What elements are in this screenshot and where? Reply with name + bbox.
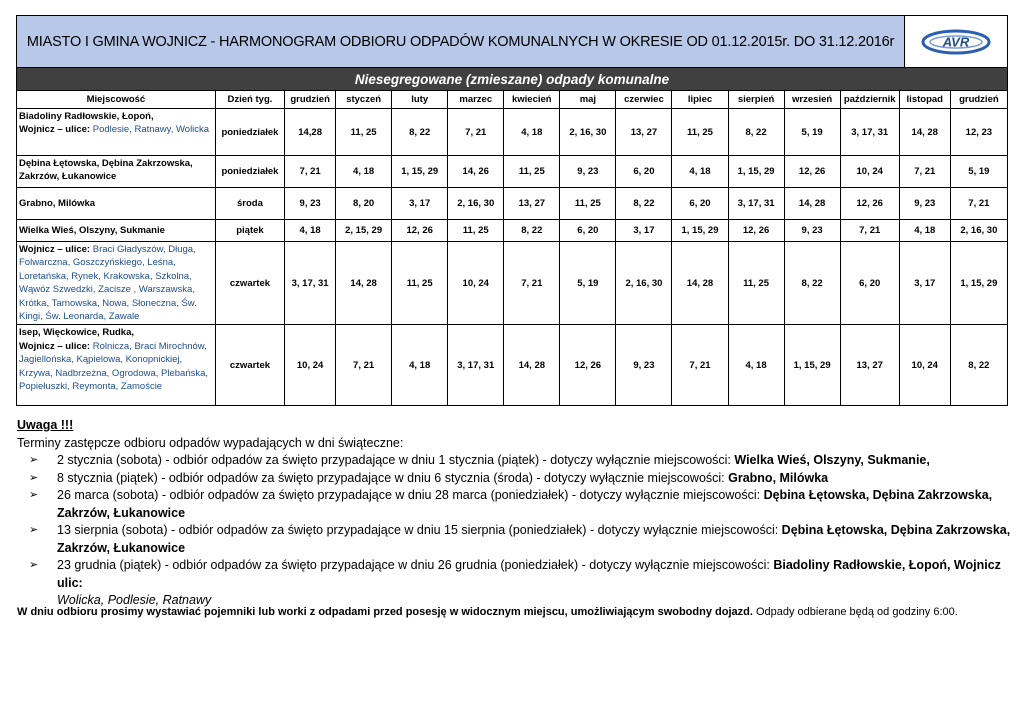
table-row	[17, 325, 1008, 406]
date-cell: 5, 19	[950, 156, 1007, 188]
date-cell: 2, 16, 30	[616, 242, 672, 325]
column-header: Miejscowość	[17, 91, 216, 109]
date-cell: 3, 17, 31	[448, 325, 504, 406]
date-cell: 5, 19	[560, 242, 616, 325]
column-header: styczeń	[336, 91, 392, 109]
date-cell: 8, 22	[392, 109, 448, 156]
date-cell: 11, 25	[392, 242, 448, 325]
column-header: luty	[392, 91, 448, 109]
column-header: sierpień	[728, 91, 784, 109]
schedule-header	[16, 15, 1008, 68]
street-list: Rolnicza, Braci Mirochnów, Jagiellońska, Kąpielowa, Konopnickiej, Krzywa, Nadbrzeżna, Ogrodowa, Plebańska, Popiełuszki, Reymonta, Zamoście	[19, 340, 209, 393]
table-row	[17, 109, 1008, 156]
location-names: Isep, Więckowice, Rudka,	[19, 327, 135, 339]
schedule-sheet	[16, 15, 1008, 406]
note-item	[17, 557, 1012, 610]
street-label: Wojnicz – ulice:	[19, 124, 91, 136]
notes-section	[17, 417, 1012, 610]
date-cell: 8, 22	[728, 109, 784, 156]
column-header: listopad	[899, 91, 950, 109]
date-cell: 11, 25	[672, 109, 728, 156]
date-cell: 11, 25	[504, 156, 560, 188]
date-cell: 12, 23	[950, 109, 1007, 156]
table-header-row	[17, 91, 1008, 109]
note-text: 23 grudnia (piątek) - odbiór odpadów za święto przypadające w dniu 26 grudnia (poniedziałek) - dotyczy wyłącznie miejscowości:	[57, 558, 774, 572]
date-cell: 3, 17, 31	[285, 242, 336, 325]
avr-logo-icon	[920, 27, 992, 57]
note-item	[17, 522, 1012, 557]
date-cell: 3, 17	[616, 220, 672, 242]
date-cell: 3, 17	[392, 188, 448, 220]
date-cell: 4, 18	[392, 325, 448, 406]
date-cell: 2, 15, 29	[336, 220, 392, 242]
date-cell: 11, 25	[448, 220, 504, 242]
note-locations: Biadoliny Radłowskie, Łopoń, Wojnicz ulic:	[57, 558, 1001, 590]
note-locations: Dębina Łętowska, Dębina Zakrzowska, Zakrzów, Łukanowice	[57, 523, 1011, 555]
location-names: Dębina Łętowska, Dębina Zakrzowska, Zakrzów, Łukanowice	[19, 158, 193, 183]
date-cell: 6, 20	[840, 242, 899, 325]
date-cell: 13, 27	[504, 188, 560, 220]
table-row	[17, 156, 1008, 188]
date-cell: 4, 18	[728, 325, 784, 406]
date-cell: 14, 28	[899, 109, 950, 156]
date-cell: 12, 26	[392, 220, 448, 242]
arrow-bullet-icon: ➢	[29, 524, 39, 536]
date-cell: 11, 25	[336, 109, 392, 156]
note-text: 8 stycznia (piątek) - odbiór odpadów za święto przypadające w dniu 6 stycznia (środa) - dotyczy wyłącznie miejscowości:	[57, 470, 729, 485]
warning-heading: Uwaga !!!	[17, 418, 74, 432]
location-cell	[17, 242, 216, 325]
date-cell: 7, 21	[504, 242, 560, 325]
date-cell: 1, 15, 29	[784, 325, 840, 406]
date-cell: 4, 18	[285, 220, 336, 242]
notes-list	[17, 452, 1012, 610]
date-cell: 7, 21	[950, 188, 1007, 220]
date-cell: 7, 21	[448, 109, 504, 156]
date-cell: 12, 26	[784, 156, 840, 188]
weekday-cell: poniedziałek	[215, 109, 284, 156]
note-item	[17, 487, 1012, 522]
date-cell: 2, 16, 30	[950, 220, 1007, 242]
date-cell: 13, 27	[616, 109, 672, 156]
table-subheader: Niesegregowane (zmieszane) odpady komunalne	[16, 68, 1008, 90]
note-text: 13 sierpnia (sobota) - odbiór odpadów za święto przypadające w dniu 15 sierpnia (poniedziałek) - dotyczy wyłącznie miejscowości:	[57, 523, 782, 537]
location-cell	[17, 325, 216, 406]
location-cell	[17, 220, 216, 242]
table-row	[17, 242, 1008, 325]
location-cell	[17, 109, 216, 156]
date-cell: 4, 18	[672, 156, 728, 188]
date-cell: 2, 16, 30	[560, 109, 616, 156]
weekday-cell: czwartek	[215, 242, 284, 325]
footer-note	[17, 606, 958, 618]
date-cell: 14,28	[285, 109, 336, 156]
note-streets: Wolicka, Podlesie, Ratnawy	[57, 593, 212, 607]
location-names: Biadoliny Radłowskie, Łopoń,	[19, 111, 154, 122]
note-locations: Dębina Łętowska, Dębina Zakrzowska, Zakrzów, Łukanowice	[57, 488, 993, 520]
note-item	[17, 452, 1012, 470]
date-cell: 14, 26	[448, 156, 504, 188]
date-cell: 6, 20	[672, 188, 728, 220]
date-cell: 8, 22	[784, 242, 840, 325]
date-cell: 12, 26	[560, 325, 616, 406]
date-cell: 13, 27	[840, 325, 899, 406]
note-text: 2 stycznia (sobota) - odbiór odpadów za święto przypadające w dniu 1 stycznia (piątek) - dotyczy wyłącznie miejscowości:	[57, 453, 735, 467]
note-locations: Grabno, Milówka	[728, 470, 829, 485]
date-cell: 7, 21	[672, 325, 728, 406]
date-cell: 14, 28	[672, 242, 728, 325]
street-label: Wojnicz – ulice:	[19, 244, 91, 255]
column-header: grudzień	[285, 91, 336, 109]
location-names: Wielka Wieś, Olszyny, Sukmanie	[19, 224, 165, 236]
date-cell: 11, 25	[728, 242, 784, 325]
column-header: lipiec	[672, 91, 728, 109]
date-cell: 12, 26	[840, 188, 899, 220]
arrow-bullet-icon: ➢	[29, 471, 39, 484]
column-header: czerwiec	[616, 91, 672, 109]
arrow-bullet-icon: ➢	[29, 454, 39, 466]
footer-bold-text: W dniu odbioru prosimy wystawiać pojemniki lub worki z odpadami przed posesję w widocznym miejscu, umożliwiającym swobodny dojazd.	[17, 606, 753, 618]
date-cell: 14, 28	[336, 242, 392, 325]
date-cell: 10, 24	[840, 156, 899, 188]
column-header: październik	[840, 91, 899, 109]
date-cell: 1, 15, 29	[728, 156, 784, 188]
weekday-cell: środa	[215, 188, 284, 220]
column-header: marzec	[448, 91, 504, 109]
column-header: maj	[560, 91, 616, 109]
weekday-cell: czwartek	[215, 325, 284, 406]
column-header: grudzień	[950, 91, 1007, 109]
date-cell: 14, 28	[784, 188, 840, 220]
date-cell: 4, 18	[899, 220, 950, 242]
arrow-bullet-icon: ➢	[29, 489, 39, 501]
date-cell: 10, 24	[899, 325, 950, 406]
date-cell: 3, 17	[899, 242, 950, 325]
date-cell: 7, 21	[840, 220, 899, 242]
date-cell: 6, 20	[560, 220, 616, 242]
date-cell: 7, 21	[336, 325, 392, 406]
date-cell: 8, 22	[616, 188, 672, 220]
date-cell: 10, 24	[285, 325, 336, 406]
arrow-bullet-icon: ➢	[29, 559, 39, 571]
column-header: kwiecień	[504, 91, 560, 109]
note-item	[17, 470, 1012, 488]
date-cell: 10, 24	[448, 242, 504, 325]
column-header: wrzesień	[784, 91, 840, 109]
footer-normal-text: Odpady odbierane będą od godziny 6:00.	[752, 606, 958, 618]
notes-intro: Terminy zastępcze odbioru odpadów wypadających w dni świąteczne:	[17, 435, 404, 450]
date-cell: 3, 17, 31	[840, 109, 899, 156]
date-cell: 7, 21	[899, 156, 950, 188]
avr-logo	[905, 16, 1007, 67]
date-cell: 9, 23	[899, 188, 950, 220]
note-text: 26 marca (sobota) - odbiór odpadów za święto przypadające w dniu 28 marca (poniedziałek) - dotyczy wyłącznie miejscowości:	[57, 488, 764, 502]
date-cell: 3, 17, 31	[728, 188, 784, 220]
date-cell: 4, 18	[336, 156, 392, 188]
date-cell: 5, 19	[784, 109, 840, 156]
date-cell: 11, 25	[560, 188, 616, 220]
note-locations: Wielka Wieś, Olszyny, Sukmanie,	[734, 453, 930, 467]
date-cell: 9, 23	[285, 188, 336, 220]
page-title: MIASTO I GMINA WOJNICZ - HARMONOGRAM ODBIORU ODPADÓW KOMUNALNYCH W OKRESIE OD 01.12.2015r. DO 31.12.2016r	[17, 16, 905, 67]
date-cell: 9, 23	[784, 220, 840, 242]
table-row	[17, 220, 1008, 242]
street-label: Wojnicz – ulice:	[19, 340, 91, 352]
location-cell	[17, 188, 216, 220]
date-cell: 12, 26	[728, 220, 784, 242]
date-cell: 7, 21	[285, 156, 336, 188]
street-list: Braci Gładyszów, Długa, Folwarczna, Goszczyńskiego, Leśna, Loretańska, Rynek, Krakowska, Szkolna, Wąwóz Szwedzki, Zacisze , Warszawska, Krótka, Tarnowska, Nowa, Słoneczna, Św. Kingi, Św. Leonarda, Zawale	[19, 244, 197, 323]
weekday-cell: poniedziałek	[215, 156, 284, 188]
date-cell: 4, 18	[504, 109, 560, 156]
date-cell: 8, 22	[504, 220, 560, 242]
street-list: Podlesie, Ratnawy, Wolicka	[92, 124, 210, 136]
location-cell	[17, 156, 216, 188]
date-cell: 2, 16, 30	[448, 188, 504, 220]
date-cell: 8, 20	[336, 188, 392, 220]
date-cell: 14, 28	[504, 325, 560, 406]
table-row	[17, 188, 1008, 220]
date-cell: 9, 23	[616, 325, 672, 406]
column-header: Dzień tyg.	[215, 91, 284, 109]
logo-text: AVR	[942, 34, 970, 49]
location-names: Grabno, Milówka	[19, 197, 96, 209]
schedule-table	[16, 90, 1008, 406]
weekday-cell: piątek	[215, 220, 284, 242]
date-cell: 8, 22	[950, 325, 1007, 406]
date-cell: 1, 15, 29	[950, 242, 1007, 325]
date-cell: 6, 20	[616, 156, 672, 188]
date-cell: 1, 15, 29	[672, 220, 728, 242]
date-cell: 9, 23	[560, 156, 616, 188]
date-cell: 1, 15, 29	[392, 156, 448, 188]
